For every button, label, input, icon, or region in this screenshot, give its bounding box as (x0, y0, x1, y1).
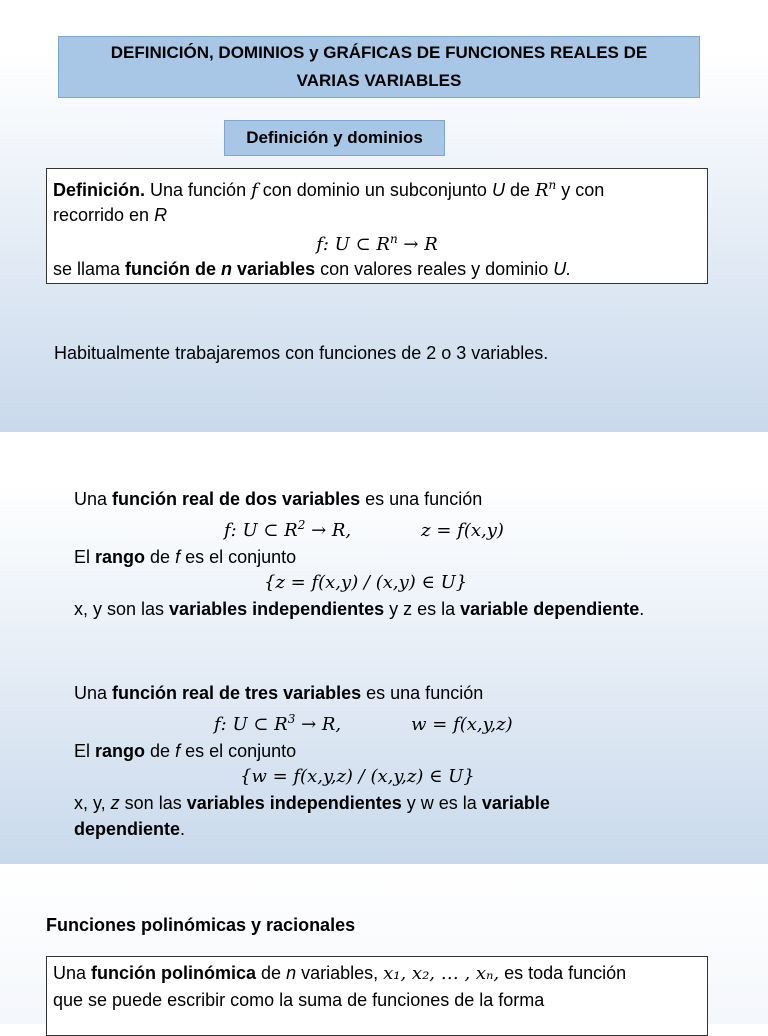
italic-f: f (175, 741, 181, 761)
bold-text: variables independientes (169, 599, 385, 619)
slide-definition (0, 0, 768, 432)
def-R: R (154, 205, 168, 225)
two-range-set: {z = f(x,y) / (x,y) ∈ U} (264, 572, 468, 593)
definition-line-4 (53, 257, 701, 281)
polynomial-definition-box (46, 956, 708, 1036)
text: El (74, 547, 96, 567)
bold-text: dependiente (74, 819, 181, 839)
text: x, y, (74, 793, 111, 813)
text: . (180, 819, 186, 839)
formula-part: f: U ⊂ R (224, 520, 298, 541)
italic-f: f (175, 547, 181, 567)
def-bold-n: n (221, 259, 233, 279)
text: . (639, 599, 645, 619)
formula-exp: n (389, 232, 398, 246)
text: Una (53, 963, 92, 983)
text: Una (74, 489, 113, 509)
bold-text: rango (95, 741, 146, 761)
slide-two-three-variables (0, 432, 768, 864)
text: es el conjunto (180, 741, 297, 761)
bold-text: variable (481, 793, 550, 813)
def-text: y con (556, 180, 605, 200)
text: variables, (296, 963, 384, 983)
formula-part: → R, (305, 520, 352, 541)
def-text: se llama (53, 259, 126, 279)
three-line-3 (74, 738, 714, 764)
three-line-5 (74, 790, 714, 816)
def-bold-text: variables (232, 259, 316, 279)
definition-line-2 (53, 203, 701, 227)
poly-line-2: que se puede escribir como la suma de funciones de la forma (53, 990, 545, 1010)
def-bold-text: función de (125, 259, 222, 279)
italic-z: z (110, 793, 120, 813)
two-line-1 (74, 486, 714, 512)
text: x, y son las (74, 599, 170, 619)
def-U: U (491, 180, 505, 200)
formula-eq: z = f(x,y) (421, 520, 504, 541)
bold-text: rango (95, 547, 146, 567)
def-text: recorrido en (53, 205, 155, 225)
note-text: Habitualmente trabajaremos con funciones de 2 o 3 variables. (54, 343, 549, 363)
page-title (58, 36, 700, 98)
text: es toda función (499, 963, 627, 983)
text: y w es la (401, 793, 482, 813)
def-text: Una función (145, 180, 252, 200)
bold-text: variable dependiente (460, 599, 640, 619)
text: de (145, 741, 176, 761)
bold-text: función polinómica (91, 963, 257, 983)
text: El (74, 741, 96, 761)
def-f: f (251, 180, 258, 201)
three-formula (74, 706, 714, 738)
poly-line-1 (53, 960, 701, 987)
text: son las (119, 793, 187, 813)
def-text: con valores reales y dominio (315, 259, 554, 279)
definition-box (46, 168, 708, 284)
three-variables-block (74, 680, 714, 842)
title-line-2: VARIAS VARIABLES (296, 71, 462, 90)
def-bold (125, 259, 315, 279)
def-R: R (534, 180, 549, 201)
def-R-exp: n (548, 178, 557, 192)
def-text: con dominio un subconjunto (257, 180, 492, 200)
two-formula (74, 512, 714, 544)
bold-text: función real de tres variables (112, 683, 362, 703)
text: es el conjunto (180, 547, 297, 567)
title-line-1: DEFINICIÓN, DOMINIOS y GRÁFICAS DE FUNCIONES REALES DE (110, 43, 648, 62)
two-line-5 (74, 596, 714, 622)
section-subtitle: Definición y dominios (224, 120, 445, 156)
three-line-1 (74, 680, 714, 706)
text: es una función (360, 489, 483, 509)
two-variables-block (74, 486, 714, 622)
variables-list: x₁, x₂, … , xₙ, (383, 963, 500, 984)
text: es una función (361, 683, 484, 703)
bold-text: variables independientes (186, 793, 402, 813)
formula-exp: 3 (287, 712, 296, 726)
formula-part: f: U ⊂ R (214, 714, 288, 735)
section-heading: Funciones polinómicas y racionales (46, 915, 356, 935)
text: de (256, 963, 287, 983)
three-line-6 (74, 816, 714, 842)
def-U: U. (553, 259, 572, 279)
formula-part: → R (397, 234, 438, 255)
def-text: de (504, 180, 535, 200)
formula-part: f: U ⊂ R (316, 234, 390, 255)
definition-label: Definición. (53, 180, 146, 200)
three-range-set: {w = f(x,y,z) / (x,y,z) ∈ U} (240, 766, 475, 787)
text: Una (74, 683, 113, 703)
formula-part: → R, (295, 714, 342, 735)
definition-formula (53, 227, 701, 257)
formula-eq: w = f(x,y,z) (411, 714, 513, 735)
definition-line-1 (53, 173, 701, 203)
text: y z es la (384, 599, 461, 619)
formula-exp: 2 (297, 518, 306, 532)
text: de (145, 547, 176, 567)
two-line-3 (74, 544, 714, 570)
italic-n: n (286, 963, 297, 983)
bold-text: función real de dos variables (112, 489, 361, 509)
